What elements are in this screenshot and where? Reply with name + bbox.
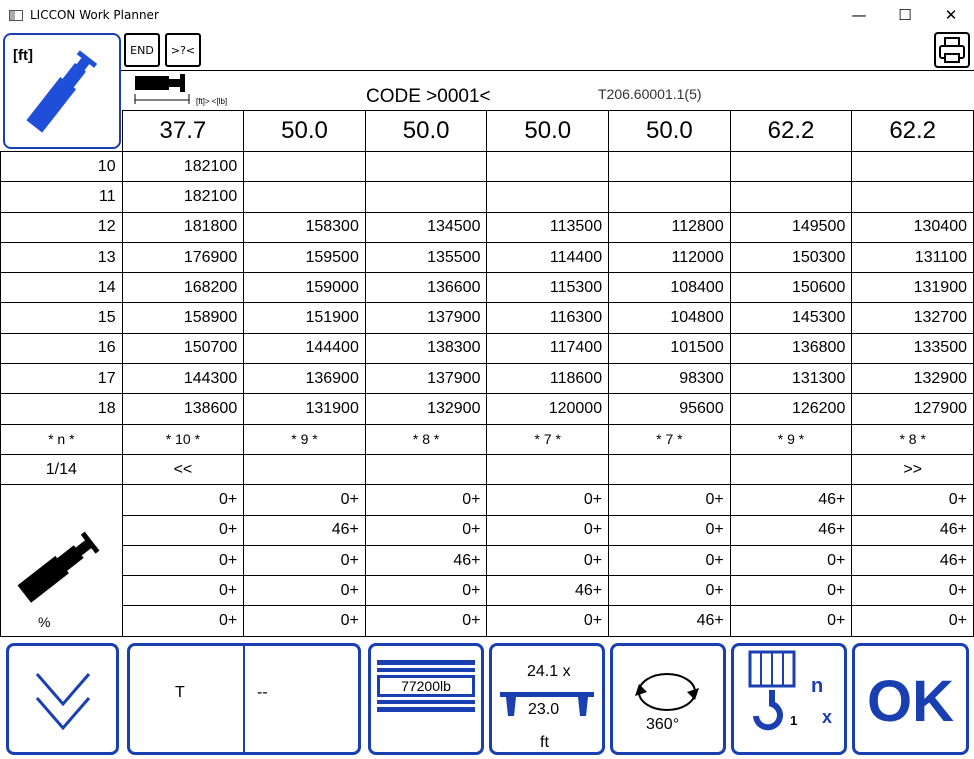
load-cell: 113500 (487, 212, 609, 242)
falls-cell: * 10 * (122, 424, 244, 454)
load-cell (365, 182, 487, 212)
telescope-cell: 0+ (122, 515, 244, 545)
load-cell: 176900 (122, 242, 244, 272)
telescope-cell: 0+ (487, 545, 609, 575)
window-title: LICCON Work Planner (30, 8, 159, 22)
load-cell: 104800 (609, 303, 731, 333)
telescope-row (1, 515, 974, 545)
falls-cell: * 8 * (852, 424, 974, 454)
load-cell (852, 182, 974, 212)
telescope-cell: 0+ (365, 576, 487, 606)
falls-cell: * 8 * (365, 424, 487, 454)
empty-cell (730, 454, 852, 484)
window-controls (836, 0, 974, 30)
load-table (0, 110, 974, 637)
radius-cell: 16 (1, 333, 123, 363)
boom-length-cell[interactable]: 62.2 (730, 111, 852, 152)
load-cell: 132900 (852, 364, 974, 394)
end-button[interactable]: END (124, 33, 160, 67)
load-cell: 131900 (244, 394, 366, 424)
load-cell: 131300 (730, 364, 852, 394)
load-cell: 144300 (122, 364, 244, 394)
outrigger-width: 24.1 x (527, 663, 571, 680)
telescope-cell: 0+ (244, 606, 366, 636)
counterweight-value: 77200lb (377, 675, 475, 697)
telescope-cell: 46+ (609, 606, 731, 636)
hook-icon (734, 646, 844, 746)
telescope-cell: 0+ (244, 485, 366, 515)
load-cell: 137900 (365, 303, 487, 333)
load-cell (487, 152, 609, 182)
telescope-cell: 46+ (852, 515, 974, 545)
load-cell: 130400 (852, 212, 974, 242)
telescope-cell: 46+ (244, 515, 366, 545)
telescope-cell: 0+ (609, 545, 731, 575)
slew-angle: 360° (646, 716, 680, 733)
outrigger-unit: ft (540, 734, 549, 751)
load-cell (730, 182, 852, 212)
radius-cell: 12 (1, 212, 123, 242)
load-cell (730, 152, 852, 182)
load-cell: 133500 (852, 333, 974, 363)
page-indicator: 1/14 (1, 454, 123, 484)
boom-length-cell[interactable]: 37.7 (122, 111, 244, 152)
load-cell: 144400 (244, 333, 366, 363)
load-cell: 150300 (730, 242, 852, 272)
t-label: T (175, 684, 185, 701)
load-cell: 138300 (365, 333, 487, 363)
empty-cell (609, 454, 731, 484)
load-cell: 136900 (244, 364, 366, 394)
outrigger-button[interactable] (489, 643, 605, 755)
boom-length-cell[interactable]: 50.0 (244, 111, 366, 152)
load-cell: 118600 (487, 364, 609, 394)
table-id-label: T206.60001.1(5) (598, 86, 702, 102)
falls-cell: * 9 * (244, 424, 366, 454)
telescope-cell: 0+ (365, 606, 487, 636)
falls-cell: * 9 * (730, 424, 852, 454)
hook-count: 1 (790, 713, 798, 728)
load-cell: 127900 (852, 394, 974, 424)
table-row (1, 182, 974, 212)
load-cell: 98300 (609, 364, 731, 394)
telescope-cell: 46+ (730, 515, 852, 545)
load-cell: 149500 (730, 212, 852, 242)
load-cell: 117400 (487, 333, 609, 363)
telescope-cell: 0+ (609, 515, 731, 545)
telescope-row (1, 485, 974, 515)
telescope-cell: 0+ (487, 606, 609, 636)
load-chart-panel (0, 30, 974, 638)
empty-cell (487, 454, 609, 484)
telescoping-boom-icon (7, 507, 117, 617)
radius-cell: 10 (1, 152, 123, 182)
print-button[interactable] (934, 32, 970, 68)
telescope-icon-cell (1, 485, 123, 636)
app-icon (9, 10, 23, 21)
load-cell: 131100 (852, 242, 974, 272)
load-cell: 181800 (122, 212, 244, 242)
empty-cell (365, 454, 487, 484)
page-row (1, 454, 974, 484)
next-page-button[interactable]: >> (852, 454, 974, 484)
load-cell: 137900 (365, 364, 487, 394)
empty-cell (244, 454, 366, 484)
telescope-cell: 0+ (852, 576, 974, 606)
telescope-cell: 46+ (487, 576, 609, 606)
load-cell: 120000 (487, 394, 609, 424)
load-cell: 116300 (487, 303, 609, 333)
table-row (1, 364, 974, 394)
load-cell: 182100 (122, 182, 244, 212)
load-cell: 126200 (730, 394, 852, 424)
boom-length-cell[interactable]: 62.2 (852, 111, 974, 152)
load-cell: 132900 (365, 394, 487, 424)
load-cell: 159500 (244, 242, 366, 272)
load-cell (852, 152, 974, 182)
table-row (1, 152, 974, 182)
telescope-cell: 0+ (244, 545, 366, 575)
corner-cell (1, 111, 123, 152)
load-cell: 108400 (609, 273, 731, 303)
load-cell: 112800 (609, 212, 731, 242)
table-row (1, 273, 974, 303)
telescope-cell: 0+ (730, 606, 852, 636)
telescope-cell: 0+ (852, 606, 974, 636)
telescope-cell: 0+ (244, 576, 366, 606)
load-cell: 131900 (852, 273, 974, 303)
bottom-toolbar (0, 638, 974, 759)
telescope-cell: 0+ (487, 515, 609, 545)
telescope-cell: 0+ (365, 515, 487, 545)
telescope-cell: 46+ (730, 485, 852, 515)
falls-cell: * 7 * (609, 424, 731, 454)
boom-length-cell[interactable]: 50.0 (609, 111, 731, 152)
load-cell: 151900 (244, 303, 366, 333)
load-cell: 101500 (609, 333, 731, 363)
falls-label: * n * (1, 424, 123, 454)
telescope-unit-label: % (38, 614, 51, 630)
load-cell: 114400 (487, 242, 609, 272)
telescope-row (1, 545, 974, 575)
table-row (1, 242, 974, 272)
load-cell: 135500 (365, 242, 487, 272)
prev-page-button[interactable]: << (122, 454, 244, 484)
telescope-cell: 46+ (365, 545, 487, 575)
telescope-mode-button[interactable] (127, 643, 361, 755)
telescope-row (1, 606, 974, 636)
hook-n-label: n (811, 675, 824, 697)
load-cell: 158300 (244, 212, 366, 242)
hook-x-label: x (822, 707, 833, 727)
load-cell (487, 182, 609, 212)
length-units-label: [ft]> <[lb] (196, 97, 228, 106)
load-cell (244, 182, 366, 212)
code-label: CODE >0001< (366, 86, 491, 107)
radius-cell: 11 (1, 182, 123, 212)
outrigger-length: 23.0 (528, 701, 560, 718)
load-cell: 115300 (487, 273, 609, 303)
boom-length-icon (133, 74, 195, 106)
telescope-cell: 0+ (730, 545, 852, 575)
chevron-down-icon (9, 646, 116, 752)
load-cell (365, 152, 487, 182)
title-bar (0, 0, 974, 30)
maximize-button[interactable]: ☐ (898, 6, 912, 24)
ok-label: OK (867, 669, 954, 734)
telescope-cell: 0+ (730, 576, 852, 606)
telescope-cell: 0+ (122, 545, 244, 575)
boom-length-row (1, 111, 974, 152)
header-divider (121, 70, 974, 71)
load-cell (244, 152, 366, 182)
minimize-button[interactable]: — (851, 6, 867, 24)
telescope-cell: 0+ (122, 576, 244, 606)
load-cell: 150600 (730, 273, 852, 303)
hook-block-button[interactable] (731, 643, 847, 755)
load-cell: 168200 (122, 273, 244, 303)
counterweight-icon (377, 660, 475, 720)
boom-length-cell[interactable]: 50.0 (365, 111, 487, 152)
telescope-cell: 0+ (487, 485, 609, 515)
close-button[interactable]: ✕ (944, 6, 958, 24)
load-cell: 159000 (244, 273, 366, 303)
telescope-row (1, 576, 974, 606)
load-cell: 132700 (852, 303, 974, 333)
boom-length-cell[interactable]: 50.0 (487, 111, 609, 152)
printer-icon (936, 34, 968, 66)
falls-cell: * 7 * (487, 424, 609, 454)
telescope-cell: 0+ (609, 576, 731, 606)
radius-cell: 15 (1, 303, 123, 333)
table-row (1, 303, 974, 333)
falls-row (1, 424, 974, 454)
telescope-cell: 0+ (609, 485, 731, 515)
telescope-cell: 0+ (122, 606, 244, 636)
ok-button[interactable] (852, 643, 969, 755)
load-cell: 134500 (365, 212, 487, 242)
load-cell: 182100 (122, 152, 244, 182)
load-cell: 95600 (609, 394, 731, 424)
load-cell (609, 152, 731, 182)
search-code-button[interactable]: >?< (165, 33, 201, 67)
load-cell: 158900 (122, 303, 244, 333)
unit-label: [ft] (13, 47, 33, 64)
t-value: -- (257, 684, 268, 701)
table-row (1, 394, 974, 424)
telescope-cell: 0+ (122, 485, 244, 515)
load-cell: 136800 (730, 333, 852, 363)
radius-cell: 17 (1, 364, 123, 394)
slew-range-button[interactable] (610, 643, 726, 755)
load-cell: 145300 (730, 303, 852, 333)
radius-cell: 18 (1, 394, 123, 424)
button-divider (243, 646, 245, 752)
load-cell (609, 182, 731, 212)
telescope-cell: 46+ (852, 545, 974, 575)
load-cell: 138600 (122, 394, 244, 424)
table-row (1, 212, 974, 242)
load-cell: 136600 (365, 273, 487, 303)
telescope-cell: 0+ (852, 485, 974, 515)
telescope-cell: 0+ (365, 485, 487, 515)
table-row (1, 333, 974, 363)
scroll-down-button[interactable] (6, 643, 119, 755)
radius-cell: 14 (1, 273, 123, 303)
load-cell: 150700 (122, 333, 244, 363)
radius-cell: 13 (1, 242, 123, 272)
load-cell: 112000 (609, 242, 731, 272)
counterweight-button[interactable] (368, 643, 484, 755)
